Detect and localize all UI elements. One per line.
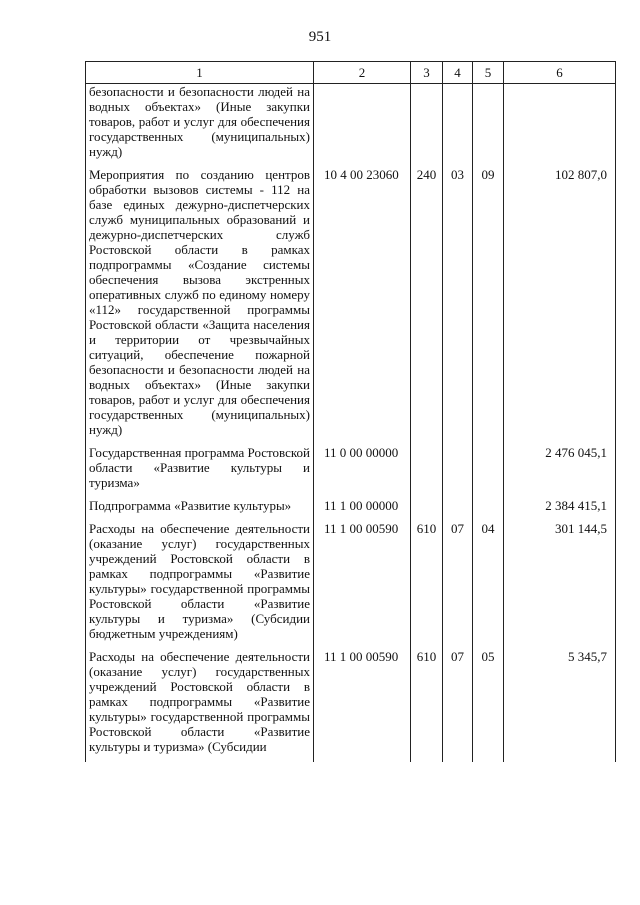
row-vr <box>411 84 443 168</box>
header-col-2: 2 <box>314 62 411 84</box>
row-name: Подпрограмма «Развитие культуры» <box>86 498 314 521</box>
row-pr <box>473 84 504 168</box>
row-code: 11 0 00 00000 <box>314 445 411 498</box>
header-col-3: 3 <box>411 62 443 84</box>
row-rz <box>443 498 473 521</box>
table-row <box>86 649 616 762</box>
table-row <box>86 445 616 498</box>
row-amount: 2 384 415,1 <box>504 498 616 521</box>
row-vr <box>411 498 443 521</box>
row-vr: 240 <box>411 167 443 445</box>
row-amount: 5 345,7 <box>504 649 616 762</box>
row-name: Мероприятия по созданию центров обработки вызовов системы - 112 на базе единых дежурно-диспетчерских служб муниципальных образований и дежурно-диспетчерских служб Ростовской области в рамках подпрограммы «Создание системы обеспечения вызова экстренных оперативных служб по единому номеру «112» государственной программы Ростовской области «Защита населения и территории от чрезвычайных ситуаций, обеспечение пожарной безопасности и безопасности людей на водных объектах» (Иные закупки товаров, работ и услуг для обеспечения государственных (муниципальных) нужд) <box>86 167 314 445</box>
row-pr: 04 <box>473 521 504 649</box>
row-pr <box>473 445 504 498</box>
row-rz <box>443 84 473 168</box>
header-col-6: 6 <box>504 62 616 84</box>
row-rz: 07 <box>443 521 473 649</box>
page-number: 951 <box>308 29 332 45</box>
row-amount: 301 144,5 <box>504 521 616 649</box>
row-pr <box>473 498 504 521</box>
row-pr: 05 <box>473 649 504 762</box>
row-code: 11 1 00 00000 <box>314 498 411 521</box>
row-vr <box>411 445 443 498</box>
header-row <box>86 62 616 84</box>
row-amount <box>504 84 616 168</box>
row-code <box>314 84 411 168</box>
table-row <box>86 84 616 168</box>
table-row <box>86 521 616 649</box>
row-amount: 2 476 045,1 <box>504 445 616 498</box>
row-name: Расходы на обеспечение деятельности (оказание услуг) государственных учреждений Ростовской области в рамках подпрограммы «Развитие культуры» государственной программы Ростовской области «Развитие культуры и туризма» (Субсидии <box>86 649 314 762</box>
table-row <box>86 498 616 521</box>
row-code: 11 1 00 00590 <box>314 649 411 762</box>
row-amount: 102 807,0 <box>504 167 616 445</box>
row-rz: 03 <box>443 167 473 445</box>
row-name: Государственная программа Ростовской области «Развитие культуры и туризма» <box>86 445 314 498</box>
header-col-5: 5 <box>473 62 504 84</box>
row-name: безопасности и безопасности людей на водных объектах» (Иные закупки товаров, работ и услуг для обеспечения государственных (муниципальных) нужд) <box>86 84 314 168</box>
header-col-1: 1 <box>86 62 314 84</box>
row-code: 10 4 00 23060 <box>314 167 411 445</box>
row-vr: 610 <box>411 521 443 649</box>
budget-table <box>85 61 616 762</box>
row-rz <box>443 445 473 498</box>
header-col-4: 4 <box>443 62 473 84</box>
row-rz: 07 <box>443 649 473 762</box>
row-pr: 09 <box>473 167 504 445</box>
row-vr: 610 <box>411 649 443 762</box>
table-row <box>86 167 616 445</box>
row-code: 11 1 00 00590 <box>314 521 411 649</box>
row-name: Расходы на обеспечение деятельности (оказание услуг) государственных учреждений Ростовской области в рамках подпрограммы «Развитие культуры» государственной программы Ростовской области «Развитие культуры и туризма» (Субсидии бюджетным учреждениям) <box>86 521 314 649</box>
